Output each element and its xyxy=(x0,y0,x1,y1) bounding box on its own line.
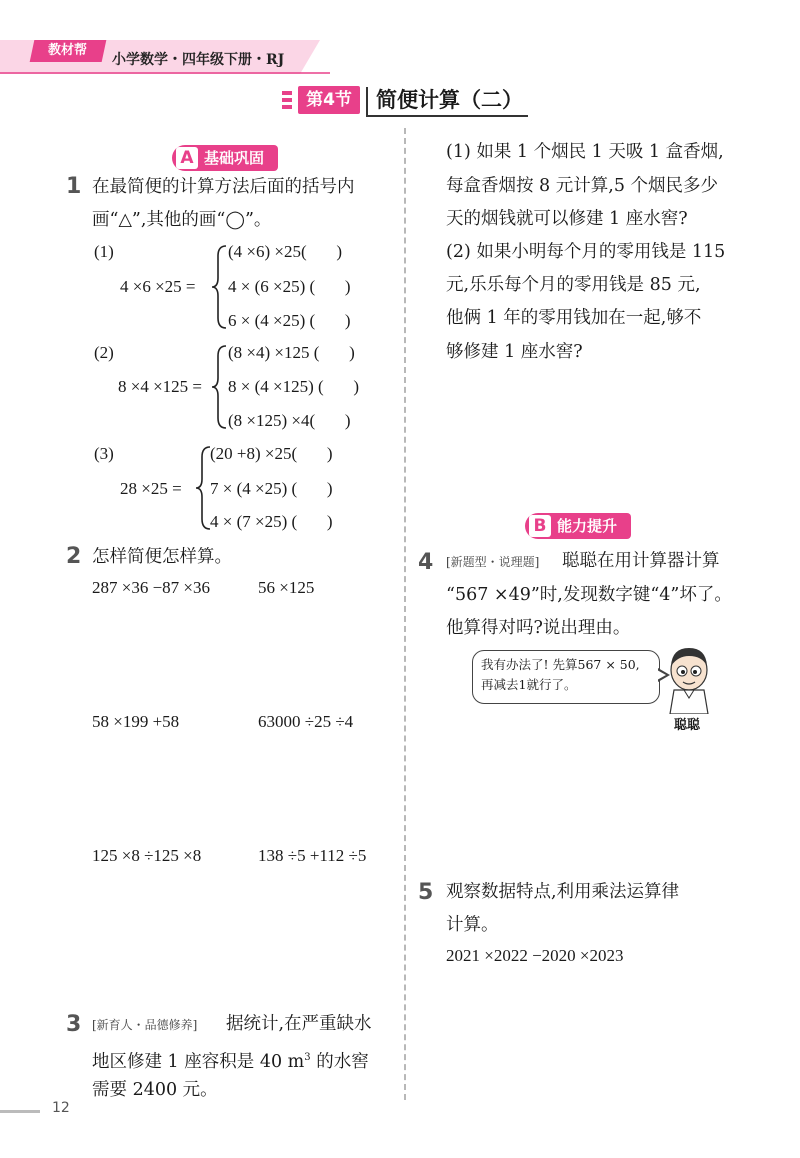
section-number: 第4节 xyxy=(298,86,360,114)
equation-lhs: 4 ×6 ×25 = xyxy=(120,277,196,296)
part-label: (3) xyxy=(94,444,114,463)
section-a-label: 基础巩固 xyxy=(204,149,265,167)
section-b-letter: B xyxy=(529,515,551,537)
option-row: (8 ×4) ×125 ( ) xyxy=(228,343,355,362)
question-text: 需要 2400 元。 xyxy=(92,1080,218,1100)
subquestion-text: 元,乐乐每个月的零用钱是 85 元, xyxy=(446,275,701,295)
section-b-label: 能力提升 xyxy=(557,517,618,535)
title-underline xyxy=(368,115,528,117)
title-bracket xyxy=(366,87,368,117)
brace-icon xyxy=(210,244,228,330)
question-text: “567 ×49”时,发现数字键“4”坏了。 xyxy=(446,585,732,605)
option-row: (4 ×6) ×25( ) xyxy=(228,242,343,261)
boy-character-icon xyxy=(664,644,714,714)
question-text: 计算。 xyxy=(446,915,499,935)
question-text: 聪聪在用计算器计算 xyxy=(562,551,720,571)
option-row: 8 × (4 ×125) ( ) xyxy=(228,377,360,396)
equation-lhs: 28 ×25 = xyxy=(120,479,182,498)
question-number: 1 xyxy=(66,174,82,199)
expression: 58 ×199 +58 xyxy=(92,712,180,731)
question-tag: [新育人・品德修养] xyxy=(92,1018,198,1032)
expression: 138 ÷5 +112 ÷5 xyxy=(258,846,367,865)
brand-badge: 教材帮 xyxy=(30,40,107,62)
section-title: 简便计算（二） xyxy=(376,88,523,112)
part-label: (1) xyxy=(94,242,114,261)
footer-rule xyxy=(0,1110,40,1113)
bubble-line: 我有办法了! 先算567 × 50, xyxy=(481,657,640,672)
option-row: 4 × (7 ×25) ( ) xyxy=(210,512,333,531)
question-text: 据统计,在严重缺水 xyxy=(226,1014,372,1034)
option-row: 4 × (6 ×25) ( ) xyxy=(228,277,351,296)
question-text: 地区修建 1 座容积是 40 $m^3$ 的水窖 xyxy=(92,1051,369,1072)
section-a-badge xyxy=(172,145,278,171)
column-divider xyxy=(404,128,406,1100)
expression: 56 ×125 xyxy=(258,578,315,597)
question-text: 怎样简便怎样算。 xyxy=(92,547,232,567)
expression: 125 ×8 ÷125 ×8 xyxy=(92,846,202,865)
option-row: (20 +8) ×25( ) xyxy=(210,444,333,463)
question-tag: [新题型・说理题] xyxy=(446,555,540,569)
character-name: 聪聪 xyxy=(674,718,701,733)
speech-bubble xyxy=(472,650,660,704)
subquestion-text: (1) 如果 1 个烟民 1 天吸 1 盒香烟, xyxy=(446,142,724,162)
section-a-letter: A xyxy=(176,147,198,169)
question-number: 2 xyxy=(66,544,82,569)
brace-icon xyxy=(210,344,228,430)
option-row: (8 ×125) ×4( ) xyxy=(228,411,351,430)
subquestion-text: 天的烟钱就可以修建 1 座水窖? xyxy=(446,209,688,229)
question-text: 画“△”,其他的画“◯”。 xyxy=(92,210,272,230)
question-number: 4 xyxy=(418,550,434,575)
part-label: (2) xyxy=(94,343,114,362)
question-number: 3 xyxy=(66,1012,82,1037)
book-subtitle: 小学数学・四年级下册・RJ xyxy=(112,52,285,68)
section-marker-icon xyxy=(282,91,292,109)
question-text: 在最简便的计算方法后面的括号内 xyxy=(92,177,355,197)
equation-lhs: 8 ×4 ×125 = xyxy=(118,377,203,396)
page-number: 12 xyxy=(52,1100,70,1116)
option-row: 6 × (4 ×25) ( ) xyxy=(228,311,351,330)
question-number: 5 xyxy=(418,880,434,905)
subquestion-text: 够修建 1 座水窖? xyxy=(446,342,583,362)
subquestion-text: (2) 如果小明每个月的零用钱是 115 xyxy=(446,242,726,262)
option-row: 7 × (4 ×25) ( ) xyxy=(210,479,333,498)
expression: 63000 ÷25 ÷4 xyxy=(258,712,354,731)
subquestion-text: 他俩 1 年的零用钱加在一起,够不 xyxy=(446,308,702,328)
bubble-line: 再减去1就行了。 xyxy=(481,677,577,692)
question-text: 他算得对吗?说出理由。 xyxy=(446,618,631,638)
expression: 287 ×36 −87 ×36 xyxy=(92,578,211,597)
section-b-badge xyxy=(525,513,631,539)
expression: 2021 ×2022 −2020 ×2023 xyxy=(446,946,624,965)
subquestion-text: 每盒香烟按 8 元计算,5 个烟民多少 xyxy=(446,176,719,196)
question-text: 观察数据特点,利用乘法运算律 xyxy=(446,882,680,902)
